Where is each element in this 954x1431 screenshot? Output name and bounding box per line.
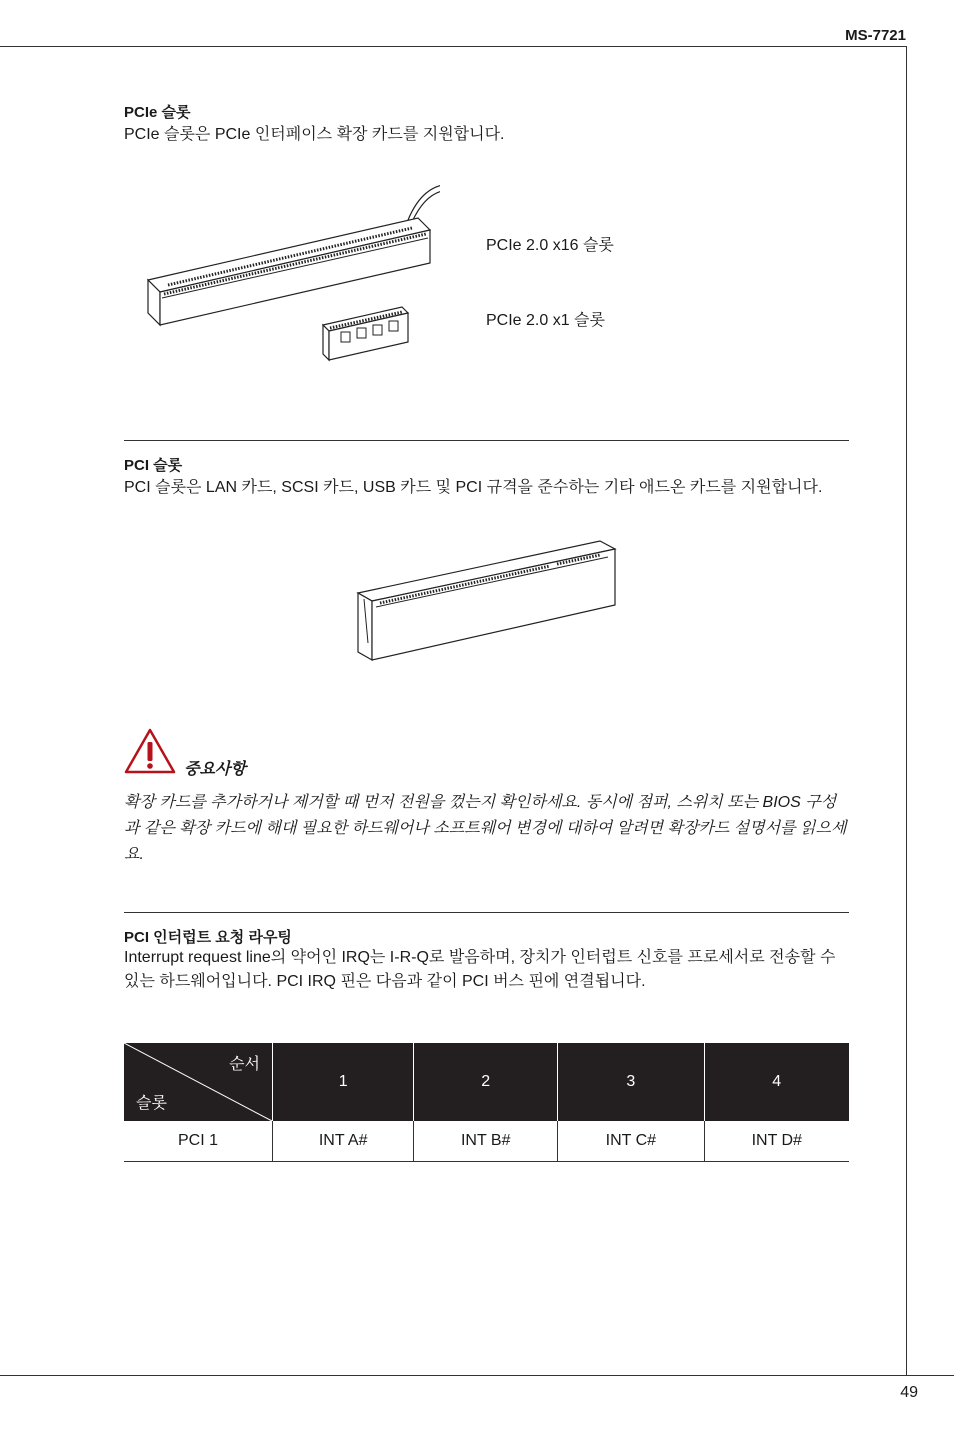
page-number: 49 — [900, 1384, 918, 1401]
top-rule — [0, 46, 907, 47]
irq-cell: INT D# — [704, 1121, 849, 1162]
corner-order-label: 순서 — [229, 1056, 260, 1073]
irq-heading: PCI 인터럽트 요청 라우팅 — [124, 929, 292, 946]
pci-description: PCI 슬롯은 LAN 카드, SCSI 카드, USB 카드 및 PCI 규격을 준수하는 기타 애드온 카드를 지원합니다. — [124, 479, 823, 496]
pci-divider — [124, 440, 849, 441]
irq-cell: INT A# — [273, 1121, 414, 1162]
irq-cell: INT B# — [414, 1121, 558, 1162]
irq-divider — [124, 912, 849, 913]
column-header: 4 — [704, 1043, 849, 1121]
pcie-description: PCIe 슬롯은 PCIe 인터페이스 확장 카드를 지원합니다. — [124, 126, 505, 143]
irq-cell: INT C# — [558, 1121, 704, 1162]
notice-text: 확장 카드를 추가하거나 제거할 때 먼저 전원을 껐는지 확인하세요. 동시에 점퍼, 스위치 또는 BIOS 구성과 같은 확장 카드에 해대 필요한 하드웨어나 소프트웨어 변경에 대하여 알려면 확장카드 설명서를 읽으세요. — [124, 794, 847, 863]
notice-title: 중요사항 — [184, 761, 246, 778]
table-header-row — [124, 1043, 849, 1121]
table-row — [124, 1121, 849, 1162]
pci-slot-illustration — [350, 535, 625, 665]
irq-description: Interrupt request line의 약어인 IRQ는 I-R-Q로 발음하며, 장치가 인터럽트 신호를 프로세서로 전송할 수 있는 하드웨어입니다. PCI IRQ 핀은 다음과 같이 PCI 버스 핀에 연결됩니다. — [124, 949, 836, 990]
irq-routing-table — [124, 1043, 849, 1162]
bottom-rule — [0, 1375, 954, 1376]
column-header: 2 — [414, 1043, 558, 1121]
pcie-x16-label: PCIe 2.0 x16 슬롯 — [486, 237, 614, 254]
warning-icon — [124, 728, 176, 774]
corner-header-cell — [124, 1043, 273, 1121]
column-header: 1 — [273, 1043, 414, 1121]
pci-heading: PCI 슬롯 — [124, 457, 183, 474]
corner-slot-label: 슬롯 — [136, 1095, 167, 1112]
slot-cell: PCI 1 — [124, 1121, 273, 1162]
model-number: MS-7721 — [845, 27, 906, 44]
pcie-x1-label: PCIe 2.0 x1 슬롯 — [486, 312, 605, 329]
pcie-heading: PCIe 슬롯 — [124, 104, 191, 121]
column-header: 3 — [558, 1043, 704, 1121]
pcie-slots-illustration — [140, 160, 440, 370]
right-margin-rule — [906, 46, 907, 1376]
